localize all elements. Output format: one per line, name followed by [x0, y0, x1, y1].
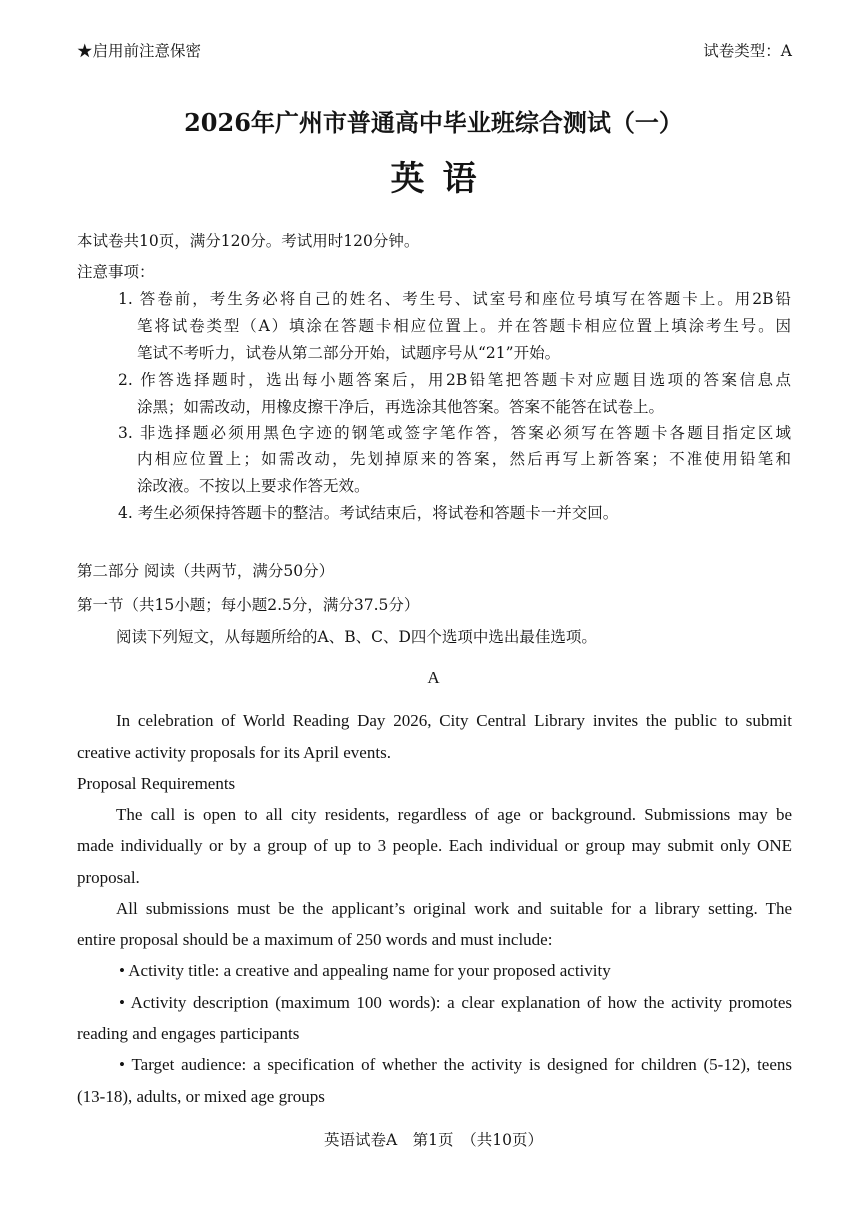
notes-heading: 注意事项： [77, 263, 155, 281]
subsection-heading: 第一节（共15小题；每小题2.5分，满分37.5分） [77, 596, 420, 614]
page-footer: 英语试卷A 第1页 （共10页） [323, 1131, 544, 1149]
exam-info: 本试卷共10页，满分120分。考试用时120分钟。 [77, 232, 420, 250]
note-line: 涂黑；如需改动，用橡皮擦干净后，再选涂其他答案。答案不能答在试卷上。 [137, 398, 665, 416]
note-line: 3. 非选择题必须用黑色字迹的钢笔或签字笔作答，答案必须写在答题卡各题目指定区域 [118, 424, 791, 442]
bullet-item: • Activity description (maximum 100 words): a clear explanation of how the activity promotes [119, 993, 792, 1012]
part-heading: 第二部分 阅读（共两节，满分50分） [77, 562, 335, 580]
passage-line: In celebration of World Reading Day 2026, City Central Library invites the public to submit [116, 711, 792, 730]
note-line: 1. 答卷前，考生务必将自己的姓名、考生号、试室号和座位号填写在答题卡上。用2B铅 [118, 290, 791, 308]
bullet-item: • Target audience: a specification of whether the activity is designed for children (5-12), teens [119, 1055, 792, 1074]
section-instruction: 阅读下列短文，从每题所给的A、B、C、D四个选项中选出最佳选项。 [116, 628, 597, 646]
passage-label: A [427, 668, 440, 687]
passage-line: entire proposal should be a maximum of 250 words and must include: [77, 930, 553, 949]
passage-line: proposal. [77, 868, 140, 887]
bullet-item-continued: (13-18), adults, or mixed age groups [77, 1087, 325, 1106]
note-line: 4. 考生必须保持答题卡的整洁。考试结束后，将试卷和答题卡一并交回。 [118, 504, 619, 522]
note-line: 笔试不考听力，试卷从第二部分开始，试题序号从“21”开始。 [137, 344, 561, 362]
passage-line: The call is open to all city residents, regardless of age or background. Submissions may be [116, 805, 792, 824]
note-line: 涂改液。不按以上要求作答无效。 [137, 477, 370, 495]
passage-line: made individually or by a group of up to 3 people. Each individual or group may submit only ONE [77, 836, 792, 855]
bullet-item: • Activity title: a creative and appealing name for your proposed activity [119, 961, 611, 980]
passage-line: creative activity proposals for its April events. [77, 743, 391, 762]
note-line: 2. 作答选择题时，选出每小题答案后，用2B铅笔把答题卡对应题目选项的答案信息点 [118, 371, 791, 389]
paper-type-label: 试卷类型：A [703, 42, 792, 60]
subject-title: 英语 [390, 159, 495, 199]
passage-line: All submissions must be the applicant’s original work and suitable for a library setting. The [116, 899, 792, 918]
confidential-label: ★启用前注意保密 [77, 42, 202, 60]
note-line: 笔将试卷类型（A）填涂在答题卡相应位置上。并在答题卡相应位置上填涂考生号。因 [137, 317, 791, 335]
exam-title: 2026年广州市普通高中毕业班综合测试（一） [184, 108, 683, 137]
bullet-item-continued: reading and engages participants [77, 1024, 300, 1043]
note-line: 内相应位置上；如需改动，先划掉原来的答案，然后再写上新答案；不准使用铅笔和 [137, 450, 791, 468]
passage-subheading: Proposal Requirements [77, 774, 236, 793]
